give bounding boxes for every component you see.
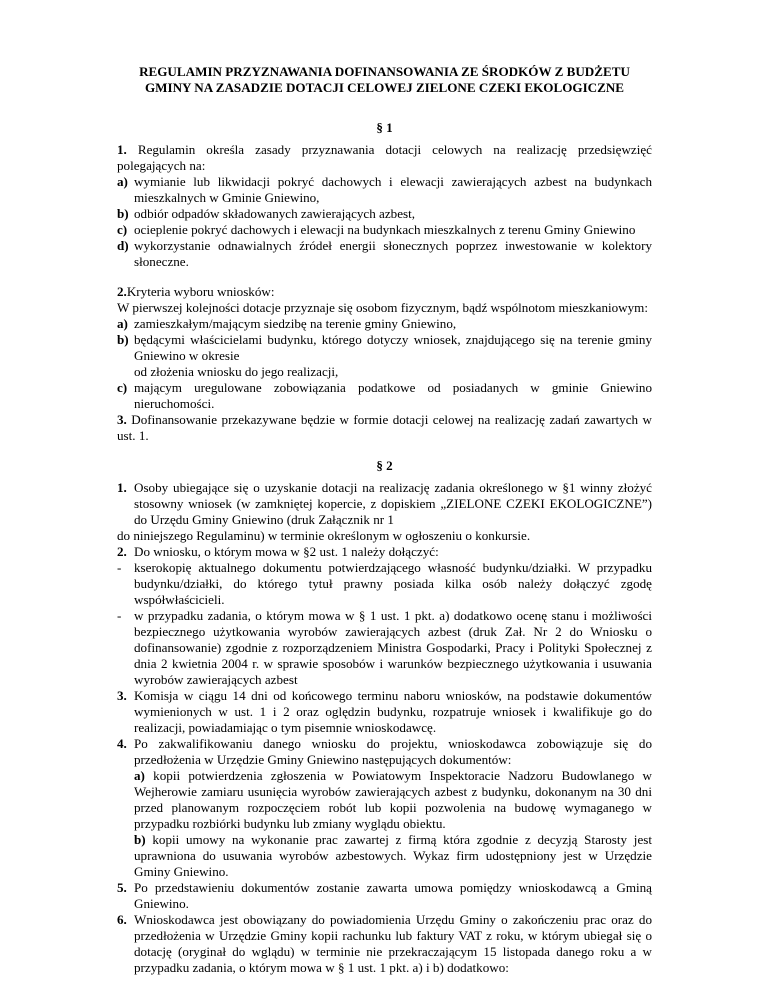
s2-item-2 (117, 544, 652, 560)
s1-criterion-b-continuation: od złożenia wniosku do jego realizacji, (134, 364, 339, 379)
s1-criterion-a (117, 316, 652, 332)
s2-item-2-text: Do wniosku, o którym mowa w §2 ust. 1 należy dołączyć: (134, 544, 439, 559)
s2-item-5-number: 5. (117, 880, 127, 895)
s1-p3-text: Dofinansowanie przekazywane będzie w formie dotacji celowej na realizację zadań zawartych w ust. 1. (117, 412, 652, 443)
s1-item-d-mark: d) (117, 238, 129, 253)
document-body (117, 64, 652, 976)
s1-criterion-c (117, 380, 652, 412)
s2-item-1-number: 1. (117, 480, 127, 495)
s2-item-3 (117, 688, 652, 736)
s1-paragraph-1 (117, 142, 652, 174)
s2-dash-1-text: kserokopię aktualnego dokumentu potwierdzającego własność budynku/działki. W przypadku budynku/działki, do którego tytuł prawny posiada kilka osób należy dołączyć zgodę współwłaścicieli. (134, 560, 652, 607)
s2-item-5 (117, 880, 652, 912)
s1-p3-number: 3. (117, 412, 127, 427)
s2-item-4a-text: kopii potwierdzenia zgłoszenia w Powiatowym Inspektoracie Nadzoru Budowlanego w Wejherowie zamiaru usunięcia wyrobów zawierających azbest z budynku, dokonanym na 30 dni przed planowanym rozpoczęciem robót lub kopii pozwolenia na budowę wymaganego w przypadku rozbiórki budynku lub zmiany wyglądu obiektu. (134, 768, 652, 831)
s1-item-a (117, 174, 652, 206)
section-1-heading: § 1 (376, 120, 393, 135)
s2-dash-2-mark: - (117, 608, 122, 623)
s2-item-5-text: Po przedstawieniu dokumentów zostanie zawarta umowa pomiędzy wnioskodawcą a Gminą Gniewino. (134, 880, 652, 911)
title-line-1: REGULAMIN PRZYZNAWANIA DOFINANSOWANIA ZE ŚRODKÓW Z BUDŻETU (139, 64, 630, 79)
s1-criterion-b-text: będącymi właścicielami budynku, którego dotyczy wniosek, znajdującego się na terenie gminy Gniewino w okresie (134, 332, 652, 363)
s2-item-6 (117, 912, 652, 976)
s1-item-list (117, 174, 652, 270)
s1-criteria-list (117, 316, 652, 412)
s1-criterion-c-mark: c) (117, 380, 128, 395)
s1-item-b (117, 206, 652, 222)
s2-item-2-number: 2. (117, 544, 127, 559)
s2-item-6-text: Wnioskodawca jest obowiązany do powiadomienia Urzędu Gminy o zakończeniu prac oraz do przedłożenia w Urzędzie Gminy kopii rachunku lub faktury VAT z roku, w którym ubiegał się o dotację (oryginał do wglądu) w terminie nie przekraczającym 15 listopada danego roku a w przypadku zadania, o którym mowa w § 1 ust. 1 pkt. a) i b) dodatkowo: (134, 912, 652, 975)
s1-item-b-text: odbiór odpadów składowanych zawierających azbest, (134, 206, 416, 221)
s2-item-4b (117, 832, 652, 880)
s2-item-1-text: Osoby ubiegające się o uzyskanie dotacji na realizację zadania określonego w §1 winny złożyć stosowny wniosek (w zamkniętej kopercie, z dopiskiem „ZIELONE CZEKI EKOLOGICZNE”) do Urzędu Gminy Gniewino (druk Załącznik nr 1 (134, 480, 652, 527)
title-line-2: GMINY NA ZASADZIE DOTACJI CELOWEJ ZIELONE CZEKI EKOLOGICZNE (144, 80, 625, 95)
s1-item-a-text: wymianie lub likwidacji pokryć dachowych i elewacji zawierających azbest na budynkach mieszkalnych w Gminie Gniewino, (134, 174, 652, 205)
s1-criterion-b-mark: b) (117, 332, 129, 347)
s2-item-4b-mark: b) (134, 832, 146, 847)
s2-dash-1-mark: - (117, 560, 122, 575)
s2-item-4b-text: kopii umowy na wykonanie prac zawartej z firmą która zgodnie z decyzją Starosty jest uprawniona do usuwania wyrobów azbestowych. Wykaz firm udostępniony jest w Urzędzie Gminy Gniewino. (134, 832, 652, 879)
s2-dash-item-1 (117, 560, 652, 608)
s1-p2-number: 2. (117, 284, 127, 299)
s1-criterion-c-text: mającym uregulowane zobowiązania podatkowe od posiadanych w gminie Gniewino nieruchomości. (134, 380, 652, 411)
s2-item-4a (117, 768, 652, 832)
s1-item-a-mark: a) (117, 174, 128, 189)
s2-item-4 (117, 736, 652, 768)
s1-item-c-text: ocieplenie pokryć dachowych i elewacji na budynkach mieszkalnych z terenu Gminy Gniewino (134, 222, 636, 237)
document-title (117, 64, 652, 96)
s1-paragraph-2 (117, 284, 652, 300)
s2-item-3-number: 3. (117, 688, 127, 703)
s1-item-b-mark: b) (117, 206, 129, 221)
s1-p2-intro: W pierwszej kolejności dotacje przyznaje się osobom fizycznym, bądź wspólnotom mieszkaniowym: (117, 300, 649, 315)
s1-criterion-a-text: zamieszkałym/mającym siedzibę na terenie gminy Gniewino, (134, 316, 457, 331)
s1-p1-text: Regulamin określa zasady przyznawania dotacji celowych na realizację przedsięwzięć polegających na: (117, 142, 652, 173)
s2-item-1 (117, 480, 652, 528)
s1-criterion-b (117, 332, 652, 364)
section-2-heading: § 2 (376, 458, 393, 473)
s2-item-6-number: 6. (117, 912, 127, 927)
s1-item-d-text: wykorzystanie odnawialnych źródeł energii słonecznych poprzez inwestowanie w kolektory słoneczne. (134, 238, 652, 269)
s1-item-c-mark: c) (117, 222, 128, 237)
s1-criterion-a-mark: a) (117, 316, 128, 331)
s2-item-4-number: 4. (117, 736, 127, 751)
s1-p2-text: Kryteria wyboru wniosków: (126, 284, 275, 299)
s2-dash-2-text: w przypadku zadania, o którym mowa w § 1 ust. 1 pkt. a) dodatkowo ocenę stanu i możliwości bezpiecznego użytkowania wyrobów zawierających azbest (druk Zał. Nr 2 do Wniosku o dofinansowanie) zgodnie z rozporządzeniem Ministra Gospodarki, Pracy i Polityki Społecznej z dnia 2 kwietnia 2004 r. w sprawie sposobów i warunków bezpiecznego użytkowania i usuwania wyrobów zawierających azbest (134, 608, 652, 687)
s2-item-4-text: Po zakwalifikowaniu danego wniosku do projektu, wnioskodawca zobowiązuje się do przedłożenia w Urzędzie Gminy Gniewino następujących dokumentów: (134, 736, 652, 767)
s2-item-1-continuation: do niniejszego Regulaminu) w terminie określonym w ogłoszeniu o konkursie. (117, 528, 531, 543)
s2-item-4a-mark: a) (134, 768, 145, 783)
s2-dash-item-2 (117, 608, 652, 688)
s1-paragraph-3 (117, 412, 652, 444)
s2-item-3-text: Komisja w ciągu 14 dni od końcowego terminu naboru wniosków, na podstawie dokumentów wymienionych w ust. 1 i 2 oraz oględzin budynku, rozpatruje wniosek i kwalifikuje go do realizacji, powiadamiając o tym pisemnie wnioskodawcę. (134, 688, 652, 735)
s1-item-c (117, 222, 652, 238)
s1-p1-number: 1. (117, 142, 127, 157)
s1-item-d (117, 238, 652, 270)
